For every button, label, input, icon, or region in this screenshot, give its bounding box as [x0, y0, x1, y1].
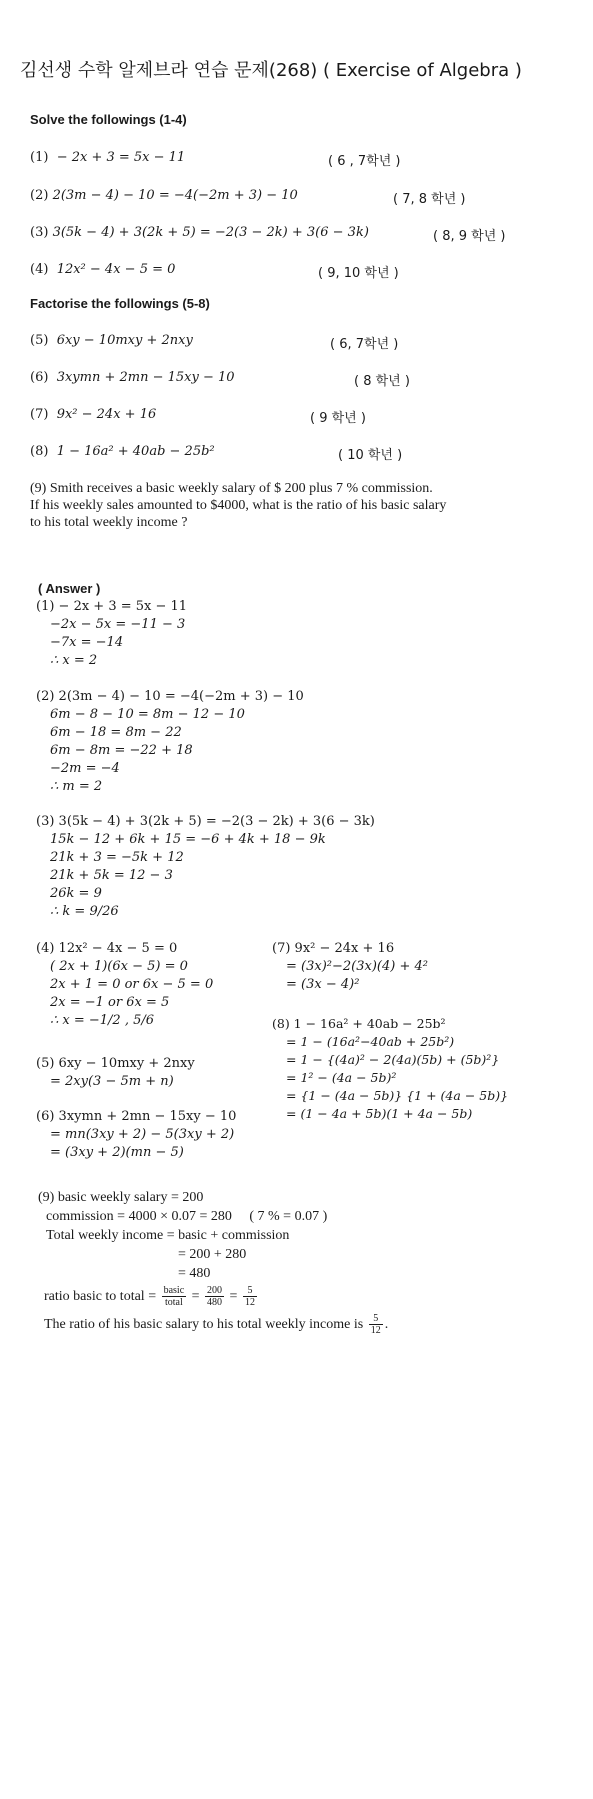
problem-9	[30, 480, 446, 531]
answer-line: = 1 − (16a²−40ab + 25b²)	[286, 1034, 455, 1049]
answer-line: (8) 1 − 16a² + 40ab − 25b²	[272, 1016, 446, 1031]
fraction: $\frac{\text{basic}}{\text{total}}$	[163, 1285, 185, 1309]
section-heading-factorise: Factorise the followings (5-8)	[30, 296, 210, 311]
grade-label: ( 8, 9 학년 )	[433, 229, 506, 244]
answer-line: 21k + 3 = −5k + 12	[50, 850, 184, 865]
answer-line: = 480	[178, 1266, 211, 1281]
conclusion-line: The ratio of his basic salary to his total weekly income is $\frac{5}{12}$ .	[44, 1313, 389, 1337]
grade-label: ( 9, 10 학년 )	[318, 266, 399, 281]
problem-2: (2) 2(3m − 4) − 10 = −4(−2m + 3) − 10	[30, 188, 298, 203]
answer-line: 2x = −1 or 6x = 5	[50, 995, 170, 1010]
answer-9	[38, 1188, 388, 1339]
answer-2	[36, 688, 304, 796]
problem-5: (5) 6xy − 10mxy + 2nxy	[30, 333, 193, 348]
grade-label: ( 8 학년 )	[354, 374, 410, 389]
answer-7	[272, 940, 428, 994]
grade-label: ( 10 학년 )	[338, 448, 403, 463]
answer-line: commission = 4000 × 0.07 = 280 ( 7 % = 0.07 )	[46, 1209, 328, 1224]
answer-line: Total weekly income = basic + commission	[46, 1228, 290, 1243]
answer-line: (5) 6xy − 10mxy + 2nxy	[36, 1056, 195, 1071]
answer-line: 6m − 18 = 8m − 22	[50, 725, 182, 740]
problem-9-line: If his weekly sales amounted to $4000, what is the ratio of his basic salary	[30, 498, 447, 513]
problem-7: (7) 9x² − 24x + 16	[30, 407, 157, 422]
grade-label: ( 7, 8 학년 )	[393, 192, 466, 207]
answer-line: 2x + 1 = 0 or 6x − 5 = 0	[50, 977, 214, 992]
answer-line: = 200 + 280	[178, 1247, 247, 1262]
answer-line: = 1 − {(4a)² − 2(4a)(5b) + (5b)²}	[286, 1052, 500, 1067]
section-heading-solve: Solve the followings (1-4)	[30, 112, 187, 127]
answer-line: ∴ x = −1/2 , 5/6	[50, 1013, 155, 1028]
problem-4: (4) 12x² − 4x − 5 = 0	[30, 262, 176, 277]
answer-4	[36, 940, 213, 1030]
problem-9-line: (9) Smith receives a basic weekly salary of $ 200 plus 7 % commission.	[30, 481, 433, 496]
fraction: $\frac{5}{12}$	[370, 1313, 381, 1337]
answer-5	[36, 1055, 195, 1091]
answer-line: (9) basic weekly salary = 200	[38, 1190, 204, 1205]
answer-line: ∴ x = 2	[50, 653, 98, 668]
answer-line: = 2xy(3 − 5m + n)	[50, 1074, 174, 1089]
answer-line: (4) 12x² − 4x − 5 = 0	[36, 941, 178, 956]
answer-line: 26k = 9	[50, 886, 102, 901]
answer-6	[36, 1108, 236, 1162]
problem-9-line: to his total weekly income ?	[30, 515, 188, 530]
answer-heading: ( Answer )	[38, 581, 101, 596]
answer-line: = (3x)²−2(3x)(4) + 4²	[286, 959, 428, 974]
problem-3: (3) 3(5k − 4) + 3(2k + 5) = −2(3 − 2k) + 3(6 − 3k)	[30, 225, 369, 240]
answer-line: (2) 2(3m − 4) − 10 = −4(−2m + 3) − 10	[36, 689, 304, 704]
answer-8	[272, 1015, 508, 1123]
answer-line: ∴ m = 2	[50, 779, 103, 794]
grade-label: ( 6 , 7학년 )	[328, 154, 401, 169]
answer-line: 15k − 12 + 6k + 15 = −6 + 4k + 18 − 9k	[50, 832, 326, 847]
answer-line: = (1 − 4a + 5b)(1 + 4a − 5b)	[286, 1106, 473, 1121]
fraction: $\frac{5}{12}$	[244, 1285, 255, 1309]
ratio-line: ratio basic to total = $\frac{\text{basic}}{\text{total}}$ = $\frac{200}{480}$ = $\frac{5}{12}$	[44, 1285, 255, 1309]
answer-line: = {1 − (4a − 5b)} {1 + (4a − 5b)}	[286, 1088, 509, 1103]
answer-line: (3) 3(5k − 4) + 3(2k + 5) = −2(3 − 2k) + 3(6 − 3k)	[36, 814, 375, 829]
answer-line: (6) 3xymn + 2mn − 15xy − 10	[36, 1109, 237, 1124]
answer-line: = (3xy + 2)(mn − 5)	[50, 1145, 184, 1160]
answer-line: 21k + 5k = 12 − 3	[50, 868, 173, 883]
fraction: $\frac{200}{480}$	[207, 1285, 223, 1309]
answer-line: (1) − 2x + 3 = 5x − 11	[36, 599, 188, 614]
page-title: 김선생 수학 알제브라 연습 문제(268) ( Exercise of Algebra )	[20, 60, 522, 81]
answer-1	[36, 598, 187, 670]
answer-line: ( 2x + 1)(6x − 5) = 0	[50, 959, 188, 974]
answer-line: = mn(3xy + 2) − 5(3xy + 2)	[50, 1127, 235, 1142]
grade-label: ( 6, 7학년 )	[330, 337, 399, 352]
answer-line: −2x − 5x = −11 − 3	[50, 617, 186, 632]
answer-line: 6m − 8 − 10 = 8m − 12 − 10	[50, 707, 245, 722]
answer-line: ∴ k = 9/26	[50, 904, 119, 919]
answer-line: = (3x − 4)²	[286, 977, 360, 992]
answer-line: (7) 9x² − 24x + 16	[272, 941, 395, 956]
answer-line: 6m − 8m = −22 + 18	[50, 743, 193, 758]
problem-6: (6) 3xymn + 2mn − 15xy − 10	[30, 370, 235, 385]
problem-8: (8) 1 − 16a² + 40ab − 25b²	[30, 444, 215, 459]
answer-line: −7x = −14	[50, 635, 124, 650]
grade-label: ( 9 학년 )	[310, 411, 366, 426]
problem-1: (1) − 2x + 3 = 5x − 11	[30, 150, 186, 165]
answer-line: = 1² − (4a − 5b)²	[286, 1070, 397, 1085]
answer-3	[36, 813, 375, 921]
answer-line: −2m = −4	[50, 761, 120, 776]
